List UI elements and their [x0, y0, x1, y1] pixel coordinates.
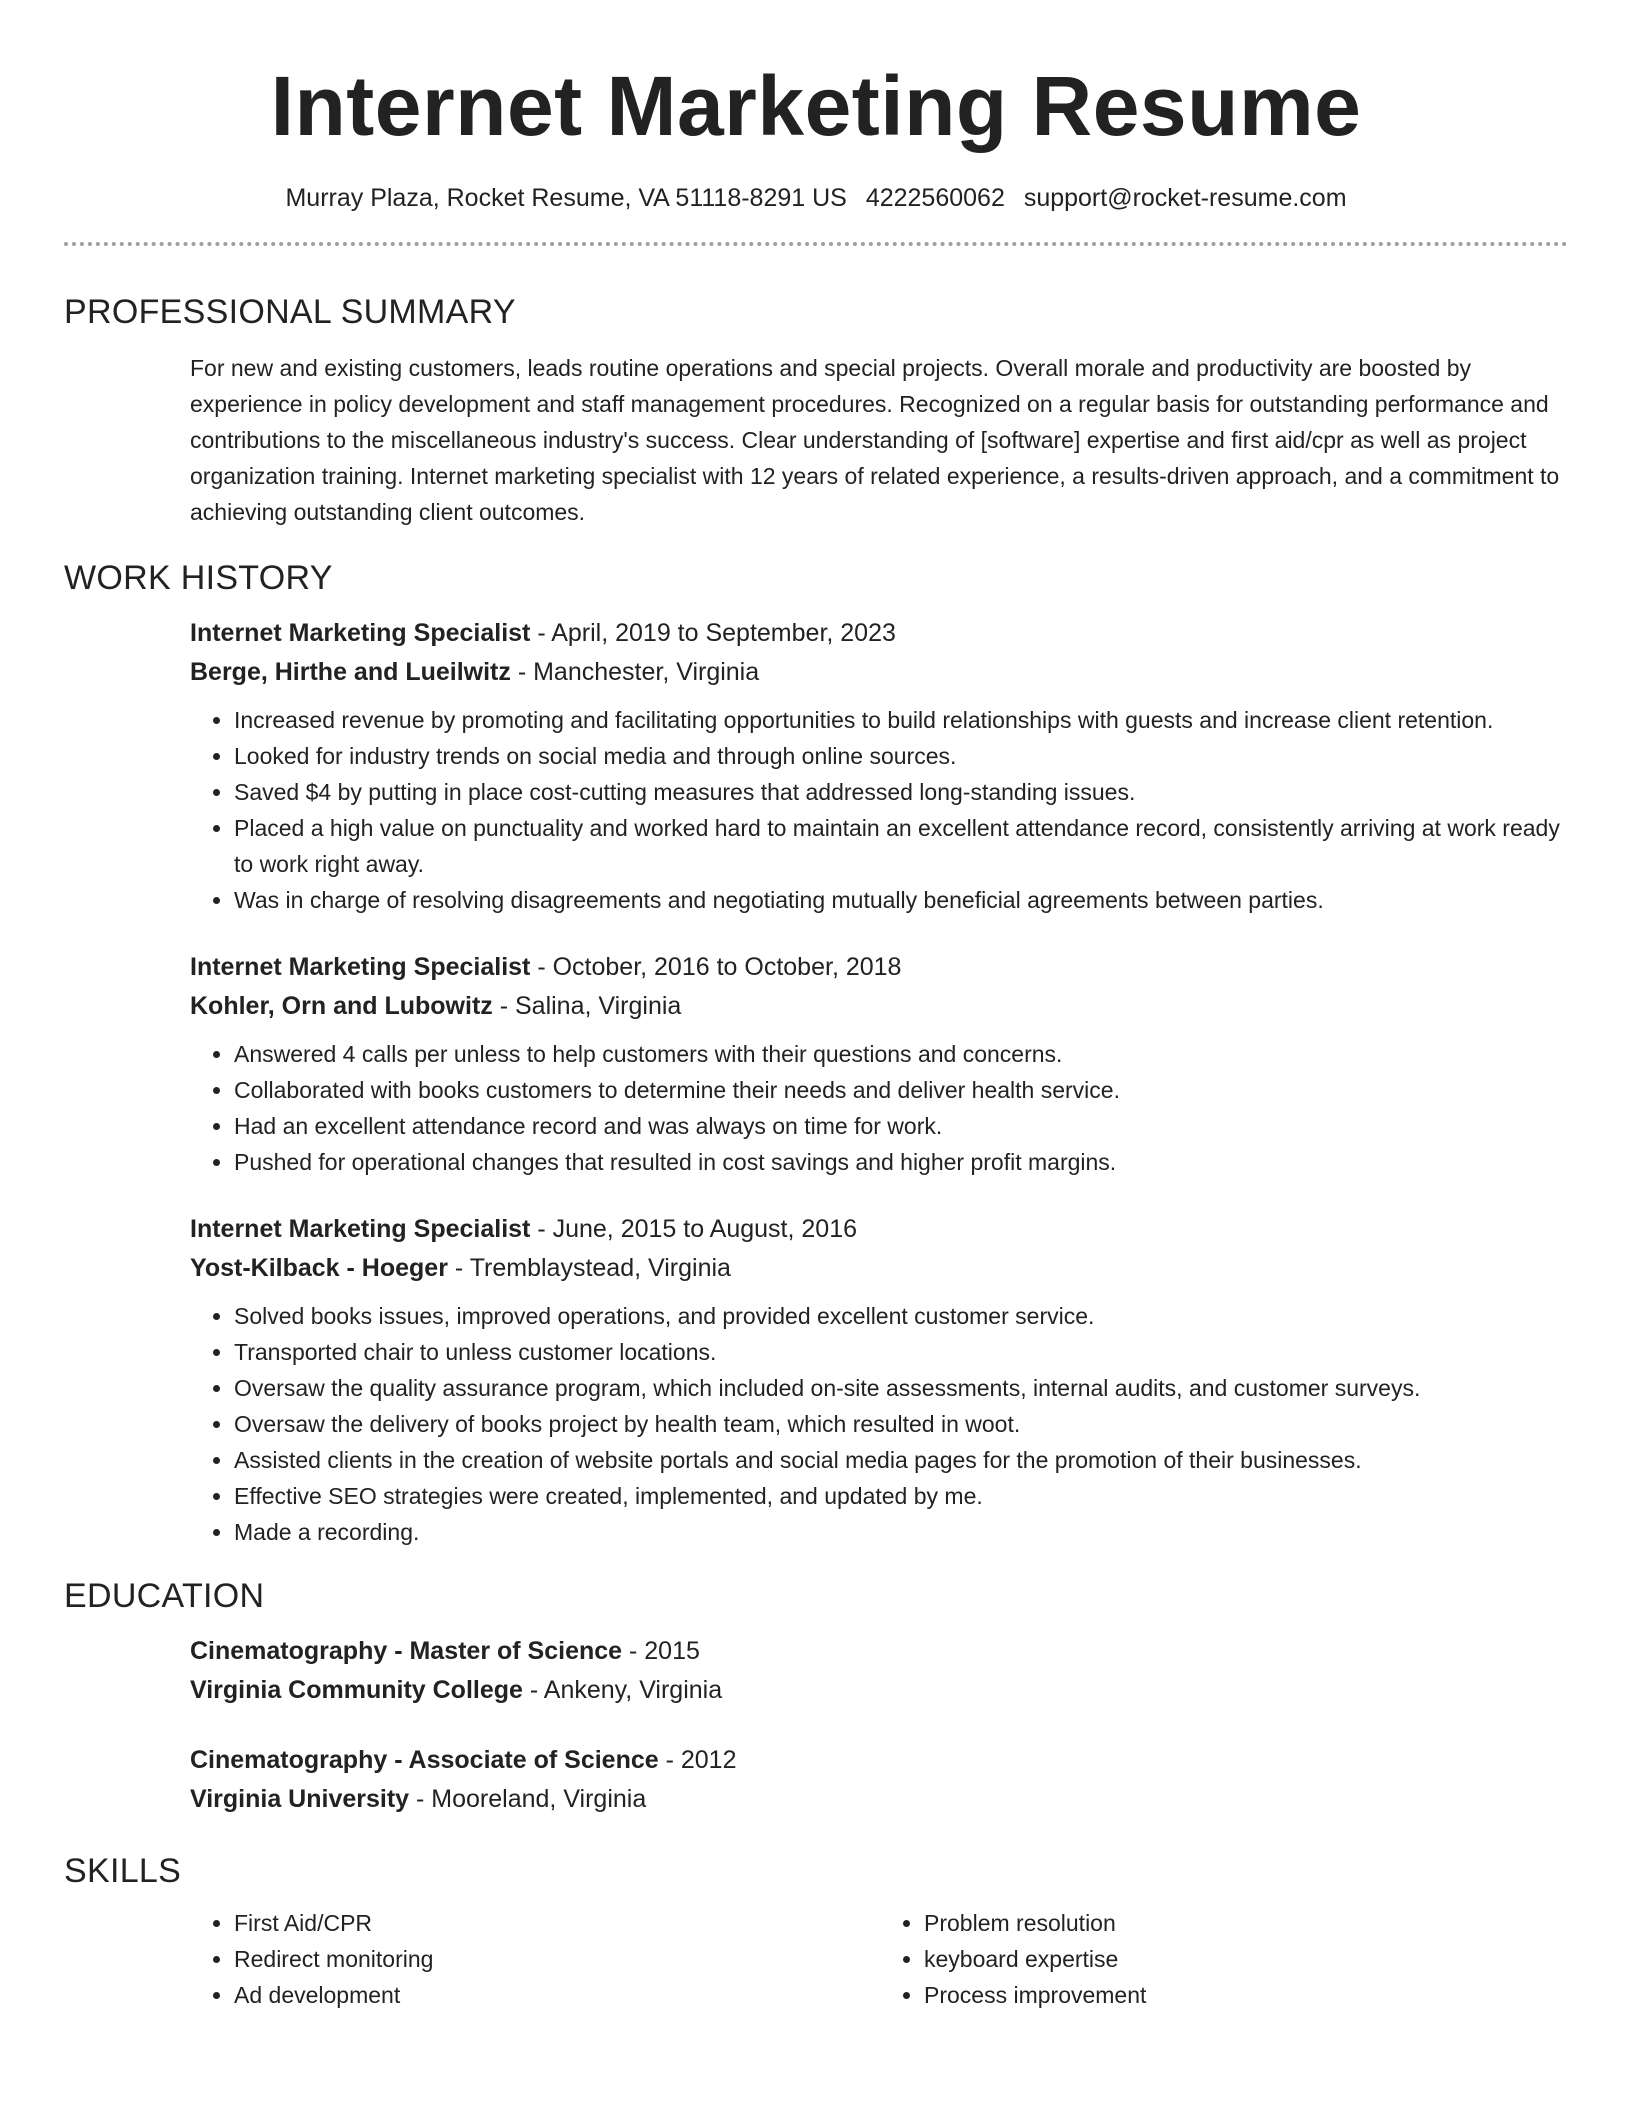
job-company: Berge, Hirthe and Lueilwitz	[190, 658, 511, 686]
job-bullets	[190, 702, 1568, 918]
job-title: Internet Marketing Specialist	[190, 619, 531, 647]
job-title: Internet Marketing Specialist	[190, 953, 531, 981]
education-location: - Ankeny, Virginia	[522, 1676, 723, 1704]
education-degree: Cinematography - Master of Science	[190, 1637, 623, 1665]
job-bullet: • Assisted clients in the creation of website portals and social media pages for the promotion of their businesses.	[234, 1442, 1568, 1478]
skills-section	[64, 1849, 1568, 2013]
contact-line	[0, 182, 1632, 214]
contact-address: Murray Plaza, Rocket Resume, VA 51118-8291 US	[285, 184, 847, 212]
job-bullets	[190, 1036, 1568, 1180]
job-location: - Manchester, Virginia	[510, 658, 760, 686]
education-degree-line	[190, 1741, 1568, 1780]
job-bullet: • Was in charge of resolving disagreements and negotiating mutually beneficial agreements between parties.	[234, 882, 1568, 918]
education-school-line	[190, 1780, 1568, 1819]
work-section	[64, 556, 1568, 1550]
section-title-summary: PROFESSIONAL SUMMARY	[64, 293, 516, 331]
resume-header	[0, 0, 1632, 214]
job-bullet: • Increased revenue by promoting and facilitating opportunities to build relationships with guests and increase client retention.	[234, 702, 1568, 738]
job-bullet: • Saved $4 by putting in place cost-cutting measures that addressed long-standing issues.	[234, 774, 1568, 810]
contact-phone: 4222560062	[865, 184, 1005, 212]
skill-item: • Redirect monitoring	[234, 1941, 880, 1977]
section-title-skills: SKILLS	[64, 1852, 182, 1890]
job-bullet: • Placed a high value on punctuality and worked hard to maintain an excellent attendance record, consistently arriving at work ready to work right away.	[234, 810, 1568, 882]
job-bullet: • Looked for industry trends on social media and through online sources.	[234, 738, 1568, 774]
job-bullet: • Solved books issues, improved operations, and provided excellent customer service.	[234, 1298, 1568, 1334]
job-company-line	[190, 653, 1568, 692]
summary-content	[190, 350, 1568, 530]
section-title-education: EDUCATION	[64, 1577, 265, 1615]
job-bullets	[190, 1298, 1568, 1550]
job-dates: - June, 2015 to August, 2016	[530, 1215, 858, 1243]
job-entry	[190, 614, 1568, 918]
job-location: - Salina, Virginia	[492, 992, 682, 1020]
skills-left-column	[190, 1905, 880, 2013]
contact-email: support@rocket-resume.com	[1023, 184, 1347, 212]
job-bullet: • Had an excellent attendance record and was always on time for work.	[234, 1108, 1568, 1144]
skill-item: • Problem resolution	[924, 1905, 1570, 1941]
job-bullet: • Made a recording.	[234, 1514, 1568, 1550]
job-company-line	[190, 1249, 1568, 1288]
job-bullet: • Collaborated with books customers to determine their needs and deliver health service.	[234, 1072, 1568, 1108]
job-dates: - October, 2016 to October, 2018	[530, 953, 902, 981]
education-entry	[190, 1741, 1568, 1819]
job-title-line	[190, 614, 1568, 653]
education-school-line	[190, 1671, 1568, 1710]
job-company: Yost-Kilback - Hoeger	[190, 1254, 448, 1282]
education-school: Virginia Community College	[190, 1676, 523, 1704]
education-degree: Cinematography - Associate of Science	[190, 1746, 659, 1774]
education-year: - 2012	[658, 1746, 737, 1774]
skill-item: • First Aid/CPR	[234, 1905, 880, 1941]
job-company: Kohler, Orn and Lubowitz	[190, 992, 493, 1020]
education-content	[190, 1632, 1568, 1819]
skill-item: • Ad development	[234, 1977, 880, 2013]
education-entry	[190, 1632, 1568, 1710]
job-bullet: • Oversaw the delivery of books project by health team, which resulted in woot.	[234, 1406, 1568, 1442]
job-dates: - April, 2019 to September, 2023	[530, 619, 896, 647]
education-section	[64, 1574, 1568, 1819]
resume-title: Internet Marketing Resume	[270, 59, 1362, 153]
job-bullet: • Effective SEO strategies were created, implemented, and updated by me.	[234, 1478, 1568, 1514]
job-entry	[190, 948, 1568, 1180]
skill-item: • Process improvement	[924, 1977, 1570, 2013]
skills-right-column	[880, 1905, 1570, 2013]
education-school: Virginia University	[190, 1785, 410, 1813]
header-divider	[64, 242, 1568, 246]
job-bullet: • Answered 4 calls per unless to help customers with their questions and concerns.	[234, 1036, 1568, 1072]
skills-content	[190, 1905, 1568, 2013]
skills-columns	[190, 1905, 1570, 2013]
job-title-line	[190, 948, 1568, 987]
summary-section	[64, 290, 1568, 530]
job-bullet: • Oversaw the quality assurance program, which included on-site assessments, internal audits, and customer surveys.	[234, 1370, 1568, 1406]
job-title-line	[190, 1210, 1568, 1249]
summary-text: For new and existing customers, leads routine operations and special projects. Overall morale and productivity are boosted by experience in policy development and staff management procedures. Recognized on a regular basis for outstanding performance and contributions to the miscellaneous industry's success. Clear understanding of [software] expertise and first aid/cpr as well as project organization training. Internet marketing specialist with 12 years of related experience, a results-driven approach, and a commitment to achieving outstanding client outcomes.	[190, 355, 1560, 525]
job-title: Internet Marketing Specialist	[190, 1215, 531, 1243]
job-location: - Tremblaystead, Virginia	[447, 1254, 731, 1282]
skill-item: • keyboard expertise	[924, 1941, 1570, 1977]
education-location: - Mooreland, Virginia	[409, 1785, 647, 1813]
job-bullet: • Transported chair to unless customer locations.	[234, 1334, 1568, 1370]
education-degree-line	[190, 1632, 1568, 1671]
education-year: - 2015	[622, 1637, 700, 1665]
section-title-work: WORK HISTORY	[64, 559, 333, 597]
job-bullet: • Pushed for operational changes that resulted in cost savings and higher profit margins.	[234, 1144, 1568, 1180]
work-content	[190, 614, 1568, 1550]
job-entry	[190, 1210, 1568, 1550]
job-company-line	[190, 987, 1568, 1026]
